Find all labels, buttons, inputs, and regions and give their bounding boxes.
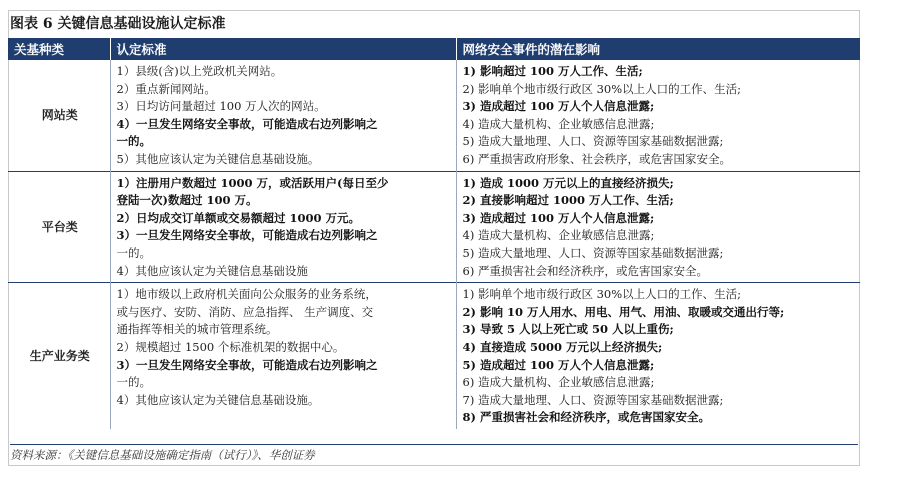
impact-cell [456,171,860,283]
list-line: 2）日均成交订单额或交易额超过 1000 万元。 [116,210,361,225]
list-line: 4）其他应该认定为关键信息基础设施 [116,263,308,278]
list-line: 或与医疗、安防、消防、应急指挥、 生产调度、交 [116,304,374,319]
list-line: 一的。 [116,134,151,149]
table-row [8,283,860,429]
header-criteria: 认定标准 [110,38,456,60]
impact-cell [456,283,860,429]
list-line: 1) 造成 1000 万元以上的直接经济损失; [462,175,674,190]
criteria-table [8,38,860,429]
list-line: 6) 严重损害社会和经济秩序，或危害国家安全。 [462,263,708,278]
list-line: 登陆一次)数超过 100 万。 [116,193,258,208]
list-line: 4) 直接造成 5000 万元以上经济损失; [462,339,663,354]
list-line: 1) 影响超过 100 万人工作、生活; [462,64,643,78]
list-line: 3) 导致 5 人以上死亡或 50 人以上重伤; [462,322,674,337]
list-line: 通指挥等相关的城市管理系统。 [116,322,278,337]
impact-cell [456,60,860,172]
list-line: 5) 造成超过 100 万人个人信息泄露; [462,357,655,372]
list-line: 3）一旦发生网络安全事故，可能造成右边列影响之 [116,357,378,372]
list-line: 一的。 [116,245,151,260]
list-line: 3) 造成超过 100 万人个人信息泄露; [462,99,655,114]
list-line: 5) 造成大量地理、人口、资源等国家基础数据泄露; [462,134,724,149]
list-line: 2) 影响 10 万人用水、用电、用气、用油、取暖或交通出行等; [462,304,785,319]
list-line: 4) 造成大量机构、企业敏感信息泄露; [462,116,655,131]
list-line: 3）一旦发生网络安全事故，可能造成右边列影响之 [116,228,378,243]
header-impact: 网络安全事件的潜在影响 [456,38,860,60]
table-row [8,171,860,283]
header-category: 关基种类 [8,38,110,60]
list-line: 2）重点新闻网站。 [116,81,216,96]
list-line: 8) 严重损害社会和经济秩序，或危害国家安全。 [462,410,710,425]
criteria-cell [110,171,456,283]
list-line: 3) 造成超过 100 万人个人信息泄露; [462,210,655,225]
table-row [8,60,860,172]
list-line: 1）县级(含)以上党政机关网站。 [116,64,283,78]
table-header-row [8,38,860,60]
list-line: 1）注册用户数超过 1000 万，或活跃用户(每日至少 [116,175,389,190]
list-line: 4）其他应该认定为关键信息基础设施。 [116,392,320,407]
list-line: 1）地市级以上政府机关面向公众服务的业务系统， [116,287,377,302]
list-line: 5) 造成大量地理、人口、资源等国家基础数据泄露; [462,245,724,260]
list-line: 1) 影响单个地市级行政区 30%以上人口的工作、生活; [462,287,742,302]
criteria-cell [110,283,456,429]
list-line: 4) 造成大量机构、企业敏感信息泄露; [462,228,655,243]
list-line: 2) 影响单个地市级行政区 30%以上人口的工作、生活; [462,81,742,96]
list-line: 3）日均访问量超过 100 万人次的网站。 [116,99,326,114]
list-line: 4）一旦发生网络安全事故，可能造成右边列影响之 [116,116,378,131]
list-line: 一的。 [116,375,151,390]
list-line: 6) 严重损害政府形象、社会秩序，或危害国家安全。 [462,151,731,166]
list-line: 2）规模超过 1500 个标准机架的数据中心。 [116,339,345,354]
list-line: 2) 直接影响超过 1000 万人工作、生活; [462,193,674,208]
figure-title: 图表 6 关键信息基础设施认定标准 [10,16,226,32]
category-cell: 网站类 [8,60,110,172]
criteria-cell [110,60,456,172]
category-cell: 生产业务类 [8,283,110,429]
list-line: 5）其他应该认定为关键信息基础设施。 [116,151,320,166]
source-note: 资料来源：《关键信息基础设施确定指南（试行）》、华创证券 [10,444,858,465]
list-line: 7) 造成大量地理、人口、资源等国家基础数据泄露; [462,392,724,407]
list-line: 6) 造成大量机构、企业敏感信息泄露; [462,375,655,390]
category-cell: 平台类 [8,171,110,283]
